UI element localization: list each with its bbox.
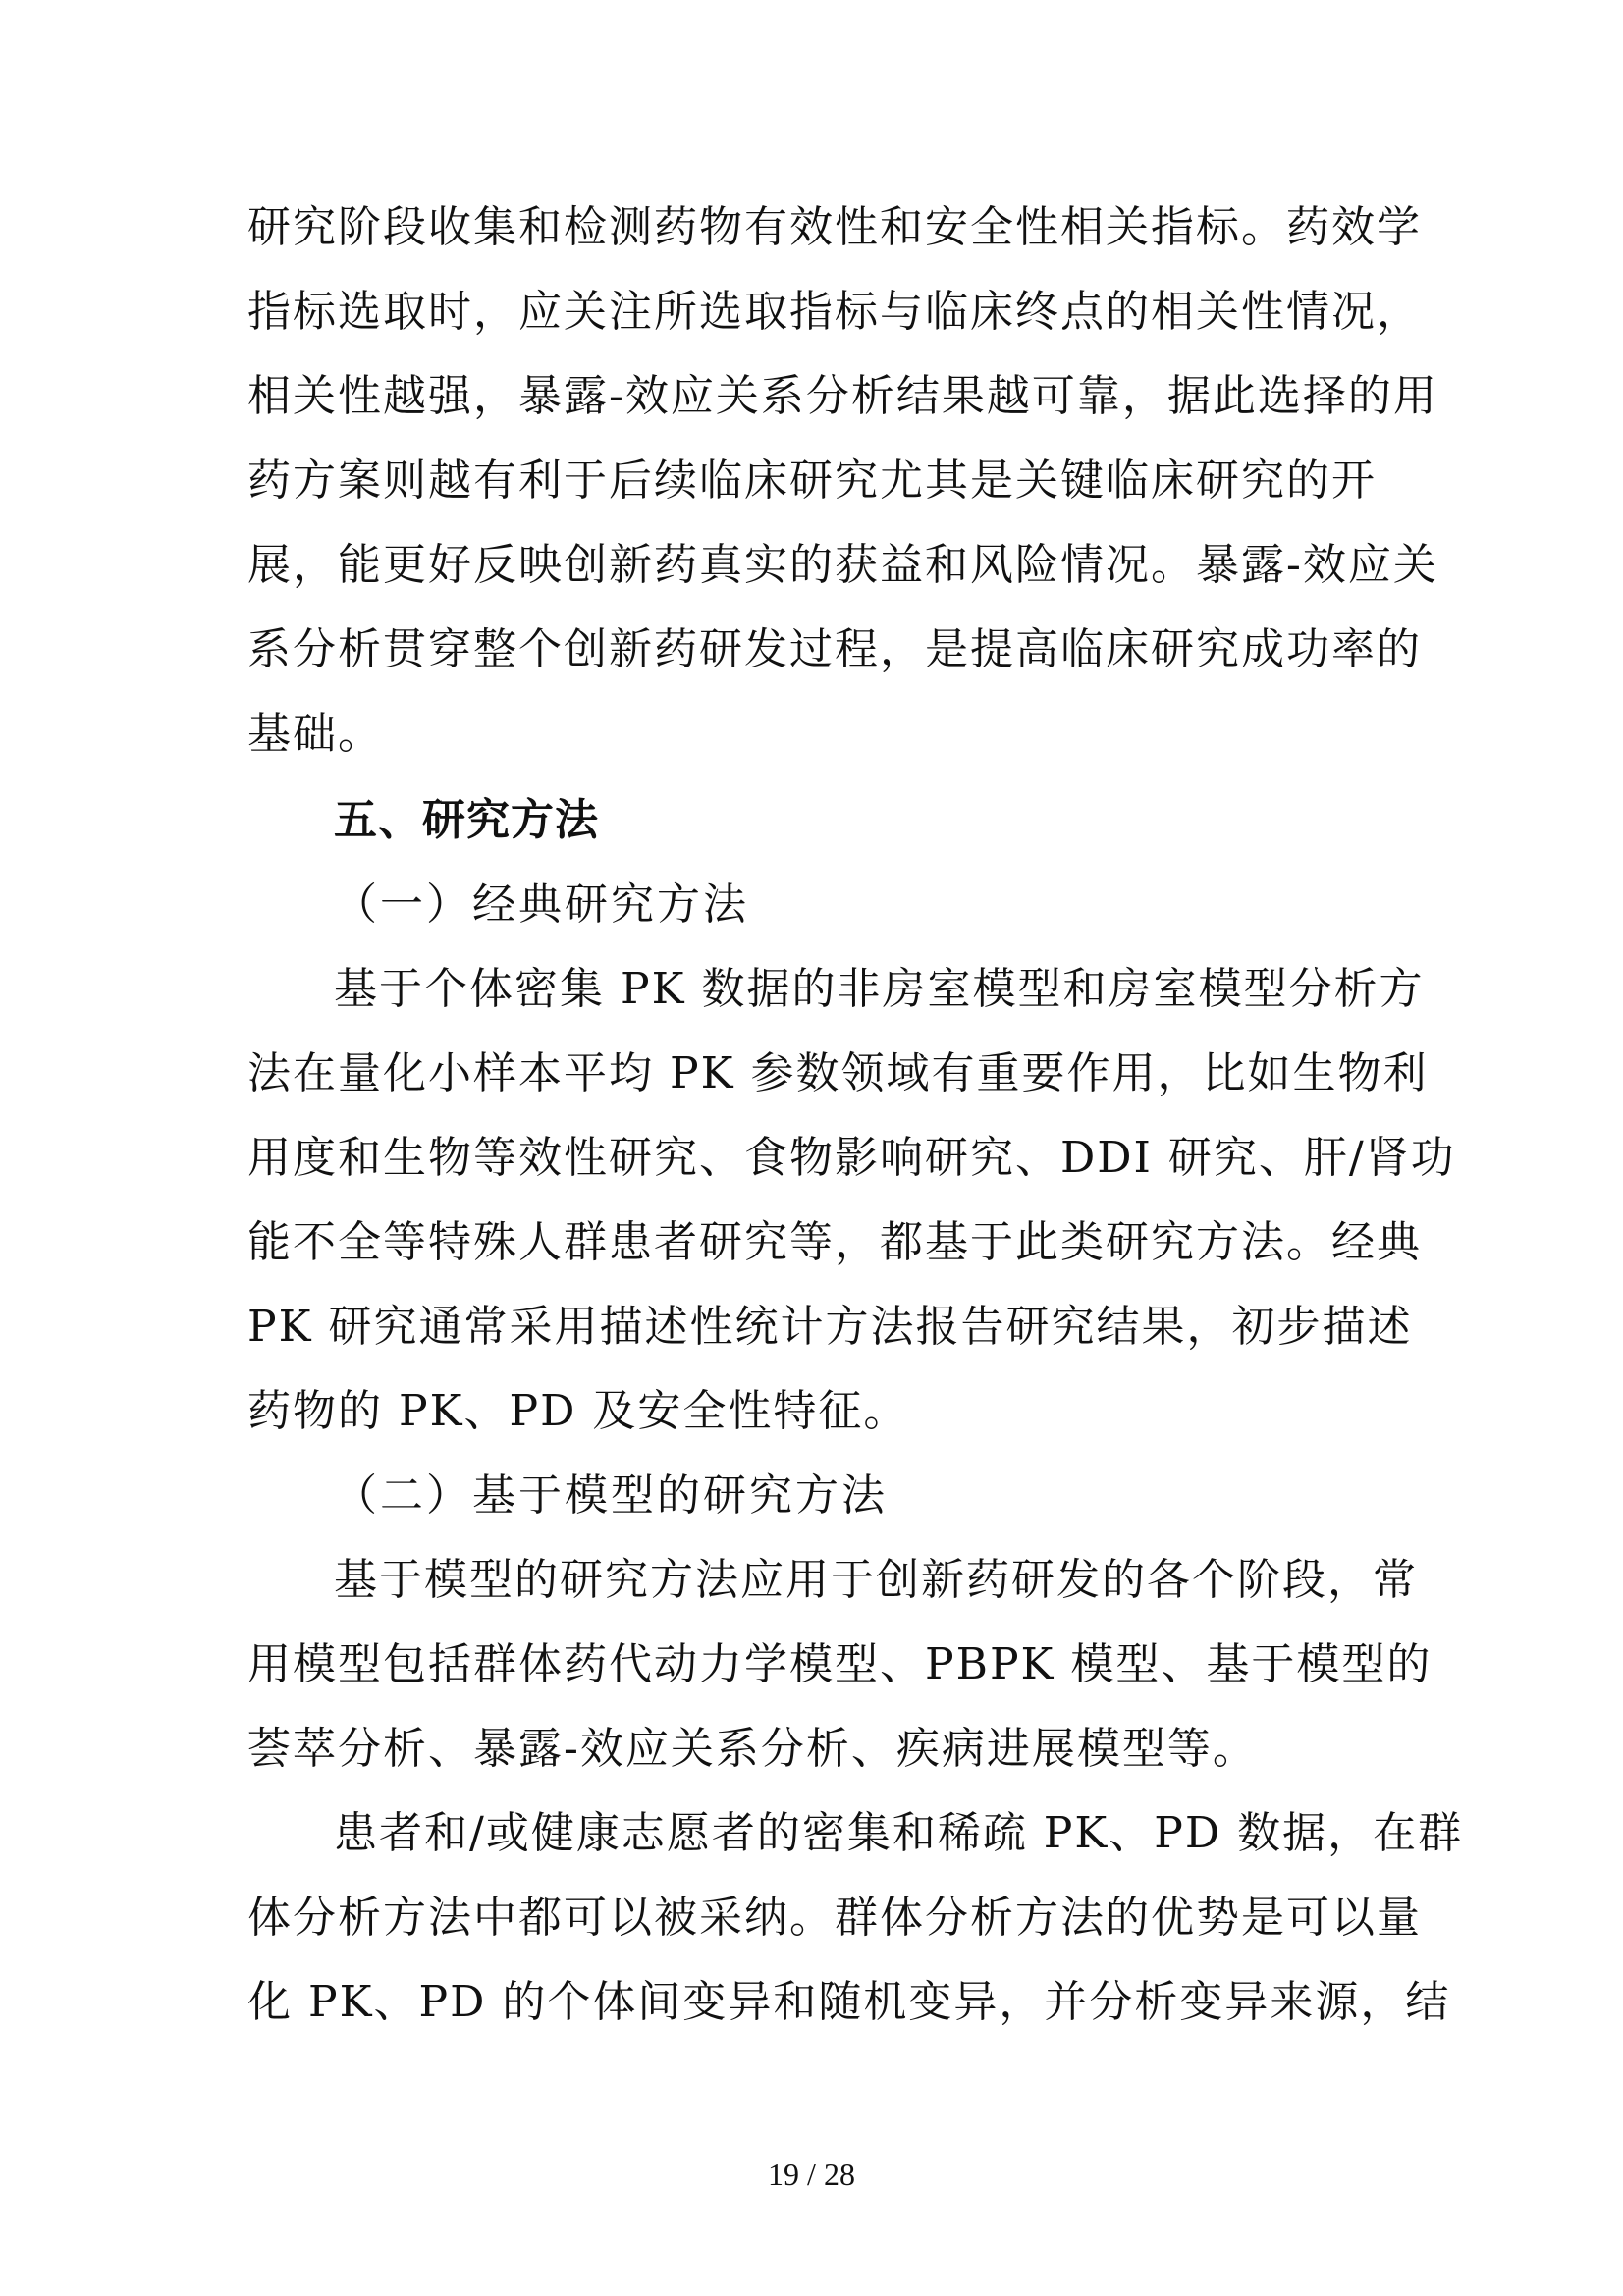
paragraph-line: 基础。 bbox=[247, 709, 383, 759]
paragraph-line: 指标选取时，应关注所选取指标与临床终点的相关性情况， bbox=[247, 287, 1422, 337]
paragraph-line: 研究阶段收集和检测药物有效性和安全性相关指标。药效学 bbox=[247, 202, 1422, 252]
paragraph-line: 系分析贯穿整个创新药研发过程，是提高临床研究成功率的 bbox=[247, 624, 1422, 674]
paragraph-line: 用度和生物等效性研究、食物影响研究、DDI 研究、肝/肾功 bbox=[247, 1133, 1456, 1183]
paragraph-line: 患者和/或健康志愿者的密集和稀疏 PK、PD 数据，在群 bbox=[334, 1808, 1464, 1858]
paragraph-line: 化 PK、PD 的个体间变异和随机变异，并分析变异来源，结 bbox=[247, 1977, 1451, 2027]
paragraph-line: PK 研究通常采用描述性统计方法报告研究结果，初步描述 bbox=[247, 1302, 1413, 1352]
paragraph-line: 药物的 PK、PD 及安全性特征。 bbox=[247, 1386, 909, 1436]
subsection-heading: （二）基于模型的研究方法 bbox=[334, 1470, 888, 1521]
paragraph-line: 能不全等特殊人群患者研究等，都基于此类研究方法。经典 bbox=[247, 1217, 1422, 1267]
paragraph-line: 相关性越强，暴露-效应关系分析结果越可靠，据此选择的用 bbox=[247, 371, 1438, 421]
subsection-heading: （一）经典研究方法 bbox=[334, 880, 749, 930]
paragraph-line: 基于模型的研究方法应用于创新药研发的各个阶段，常 bbox=[334, 1555, 1418, 1605]
paragraph-line: 用模型包括群体药代动力学模型、PBPK 模型、基于模型的 bbox=[247, 1639, 1433, 1689]
page-number: 19 / 28 bbox=[768, 2157, 855, 2192]
section-heading: 五、研究方法 bbox=[334, 795, 599, 845]
paragraph-line: 体分析方法中都可以被采纳。群体分析方法的优势是可以量 bbox=[247, 1893, 1422, 1943]
paragraph-line: 药方案则越有利于后续临床研究尤其是关键临床研究的开 bbox=[247, 455, 1377, 506]
paragraph-line: 荟萃分析、暴露-效应关系分析、疾病进展模型等。 bbox=[247, 1724, 1258, 1774]
paragraph-line: 法在量化小样本平均 PK 参数领域有重要作用，比如生物利 bbox=[247, 1048, 1429, 1098]
paragraph-line: 展，能更好反映创新药真实的获益和风险情况。暴露-效应关 bbox=[247, 540, 1438, 590]
paragraph-line: 基于个体密集 PK 数据的非房室模型和房室模型分析方 bbox=[334, 964, 1425, 1014]
